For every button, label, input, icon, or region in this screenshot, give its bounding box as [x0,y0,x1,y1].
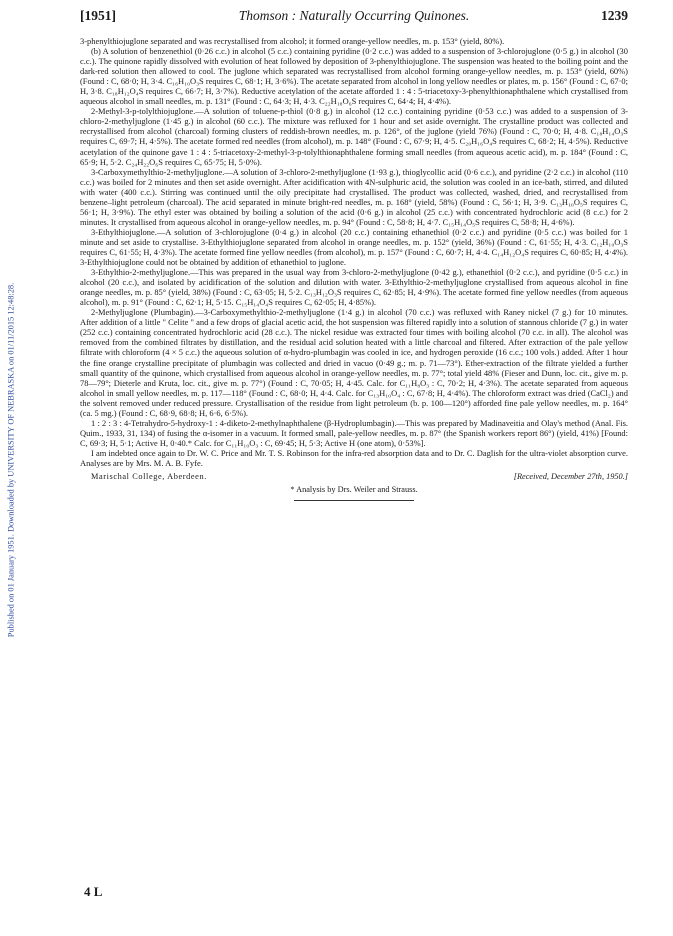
running-header [80,8,628,28]
address-line [80,472,628,483]
footnote: * Analysis by Drs. Weiler and Strauss. [290,485,418,495]
article-body [80,36,628,501]
received-date: [Received, December 27th, 1950.] [513,472,628,482]
paragraph-method-b: (b) A solution of benzenethiol (0·26 c.c.) in alcohol (5 c.c.) containing pyridine (0·2 c.c.) was added to a suspension of 3-chlorojuglone (0·5 g.) in alcohol (30 c.c.). The quinone rapidly dissolved with evolution of heat followed by deposition of 3-phenylthiojuglone. The suspension was heated to the boiling point and the dark-red solution then allowed to cool. The juglone which separated was recrystallised from alcohol forming orange-yellow needles, m. p. 153° (yield, 60%) (Found : C, 68·0; H, 3·4. C₁₆H₁₀O₃S requires C, 68·1; H, 3·6%). The acetate separated from alcohol in long yellow needles or plates, m. p. 156° (Found : C, 67·0; H, 3·8. C₁₈H₁₂O₄S requires C, 66·7; H, 3·7%). Reductive acetylation of the acetate afforded 1 : 4 : 5-triacetoxy-3-phenylthionaphthalene which crystallised from aqueous alcohol in small needles, m. p. 131° (Found : C, 64·3; H, 4·3. C₂₂H₁₈O₆S requires C, 64·4; H, 4·4%). [80,46,628,107]
download-watermark-text: Published on 01 January 1951. Downloaded by UNIVERSITY OF NEBRASKA on 01/11/2015 12:48:28. [6,282,16,638]
paragraph-ethylthiojuglone: 3-Ethylthiojuglone.—A solution of 3-chlorojuglone (0·4 g.) in alcohol (20 c.c.) containing ethanethiol (0·2 c.c.) and pyridine (0·5 c.c.) was boiled for 1 minute and set aside to crystallise. 3-Ethylthiojuglone separated from alcohol in orange needles, m. p. 152° (yield, 36%) (Found : C, 61·55; H, 4·3. C₁₂H₁₀O₃S requires C, 61·55; H, 4·3%). The acetate formed fine yellow needles (from alcohol), m. p. 157° (Found : C, 60·7; H, 4·4. C₁₄H₁₂O₄S requires C, 60·85; H, 4·4%). 3-Ethylthiojuglone could not be obtained by addition of ethanethiol to juglone. [80,226,628,268]
header-title: Thomson : Naturally Occurring Quinones. [238,8,470,23]
folio-signature: 4 L [84,884,103,899]
header-year: [1951] [80,8,116,23]
download-watermark [4,100,18,820]
paragraph-ethylthio-methyljuglone: 3-Ethylthio-2-methyljuglone.—This was prepared in the usual way from 3-chloro-2-methyljuglone (0·42 g.), ethanethiol (0·2 c.c.), and pyridine (0·5 c.c.) in alcohol (20 c.c.), and isolated by acidification of the solution and dilution with water. 3-Ethylthio-2-methyljuglone crystallised from aqueous alcohol in fine orange needles, m. p. 85° (yield, 38%) (Found : C, 63·05; H, 5·2. C₁₃H₁₂O₃S requires C, 62·85; H, 4·9%). The acetate formed fine yellow needles (from aqueous alcohol), m. p. 91° (Found : C, 62·1; H, 5·15. C₁₅H₁₄O₄S requires C, 62·05; H, 4·85%). [80,267,628,308]
paragraph-acknowledgements: I am indebted once again to Dr. W. C. Price and Mr. T. S. Robinson for the infra-red absorption data and to Dr. C. Daglish for the ultra-violet absorption curve. Analyses are by Mrs. M. A. B. Fyfe. [80,447,628,468]
paragraph-continuation: 3-phenylthiojuglone separated and was recrystallised from alcohol; it formed orange-yellow needles, m. p. 153° (yield, 80%). [80,36,505,46]
paragraph-plumbagin: 2-Methyljuglone (Plumbagin).—3-Carboxymethylthio-2-methyljuglone (1·4 g.) in alcohol (70 c.c.) was refluxed with Raney nickel (7 g.) for 10 minutes. After addition of a little " Celite " and a few drops of glacial acetic acid, the hot suspension was filtered rapidly into a solution of stannous chloride (7 g.) in water (252 c.c.) containing concentrated hydrochloric acid (28 c.c.). The nickel residue was extracted four times with boiling alcohol (70 c.c. in all). The alcohol was removed from the combined filtrates by distillation, and the residual acid solution heated with a little charcoal and filtered. After extraction of the pale yellow filtrate with chloroform (4 × 5 c.c.) the aqueous solution of α-hydro-plumbagin was cooled in ice, and hydrogen peroxide (16 c.c.; 100 vols.) added. After 1 hour the fine orange crystalline precipitate of plumbagin was collected and dried in vacuo (0·49 g.; m. p. 71—73°). Ether-extraction of the filtrate yielded a further small quantity of the quinone, which crystallised from aqueous alcohol in orange-yellow needles, m. p. 77°; total yield 48% (Fieser and Dunn, loc. cit., give m. p. 78—79°; Dieterle and Kruta, loc. cit., give m. p. 77°) (Found : C, 70·05; H, 4·45. Calc. for C₁₁H₈O₃ : C, 70·2; H, 4·3%). The acetate separated from aqueous alcohol in small yellow needles, m. p. 117—118° (Found : C, 68·0; H, 4·4. Calc. for C₁₃H₁₀O₄ : C, 67·8; H, 4·4%). The chloroform extract was dried (CaCl₂) and the solvent removed under reduced pressure. Crystallisation of the residue from light petroleum (b. p. 100—120°) afforded fine pale yellow needles, m. p. 164° (ca. 5 mg.) (Found : C, 68·9, 68·8; H, 6·6, 6·5%). [80,307,628,418]
header-page-number: 1239 [601,8,628,23]
end-rule [294,500,414,501]
paragraph-hydroplumbagin: 1 : 2 : 3 : 4-Tetrahydro-5-hydroxy-1 : 4-diketo-2-methylnaphthalene (β-Hydroplumbagin).—This was prepared by Madinaveitia and Olay's method (Anal. Fis. Quim., 1933, 31, 134) of fusing the α-isomer in a vacuum. It formed small, pale-yellow needles, m. p. 87° (the Spanish workers report 86°) (yield, 41%) [Found: C, 69·3; H, 5·1; Active H, 0·40.* Calc. for C₁₁H₁₀O₃ : C, 69·45; H, 5·3; Active H (one atom), 0·53%]. [80,417,628,448]
paragraph-carboxymethylthio: 3-Carboxymethylthio-2-methyljuglone.—A solution of 3-chloro-2-methyljuglone (1·93 g.), thioglycollic acid (0·6 c.c.), and pyridine (2·2 c.c.) in alcohol (110 c.c.) was boiled for 2 minutes and then set aside overnight. After acidification with 4N-sulphuric acid, the solution was cooled in an ice-bath, stirred, and diluted with water (400 c.c.). Stirring was continued until the oily precipitate had crystallised. The product was collected, washed, dried, and recrystallised from benzene–light petroleum (charcoal). The acid separated in minute bright-red needles, m. p. 168° (yield, 58%) (Found : C, 56·1; H, 3·9. C₁₃H₁₀O₅S requires C, 56·1; H, 3·9%). The ethyl ester was obtained by boiling a solution of the acid (0·6 g.) in alcohol (25 c.c.) with concentrated hydrochloric acid (8 c.c.) for 2 minutes. It crystallised from aqueous alcohol in orange-yellow needles, m. p. 94° (Found : C, 58·8; H, 4·7. C₁₅H₁₄O₅S requires C, 58·8; H, 4·6%). [80,166,628,227]
paragraph-tolylthiojuglone: 2-Methyl-3-p-tolylthiojuglone.—A solution of toluene-p-thiol (0·8 g.) in alcohol (12 c.c.) containing pyridine (0·53 c.c.) was added to a suspension of 3-chloro-2-methyljuglone (1·45 g.) in alcohol (60 c.c.). The mixture was refluxed for 1 hour and set aside overnight. The crystalline product was collected and recrystallised from alcohol (charcoal) forming clusters of reddish-brown needles, m. p. 126°, of the juglone (yield 76%) (Found : C, 70·0; H, 4·8. C₁₈H₁₄O₃S requires C, 69·7; H, 4·5%). The acetate formed red needles (from alcohol), m. p. 148° (Found : C, 67·9; H, 4·5. C₂₀H₁₆O₄S requires C, 68·2; H, 4·5%). Reductive acetylation of the quinone gave 1 : 4 : 5-triacetoxy-2-methyl-3-p-tolylthionaphthalene forming small needles (from aqueous acetic acid), m. p. 184° (Found : C, 65·9; H, 5·2. C₂₄H₂₂O₆S requires C, 65·75; H, 5·0%). [80,106,628,167]
institution: Marischal College, Aberdeen. [91,472,207,482]
